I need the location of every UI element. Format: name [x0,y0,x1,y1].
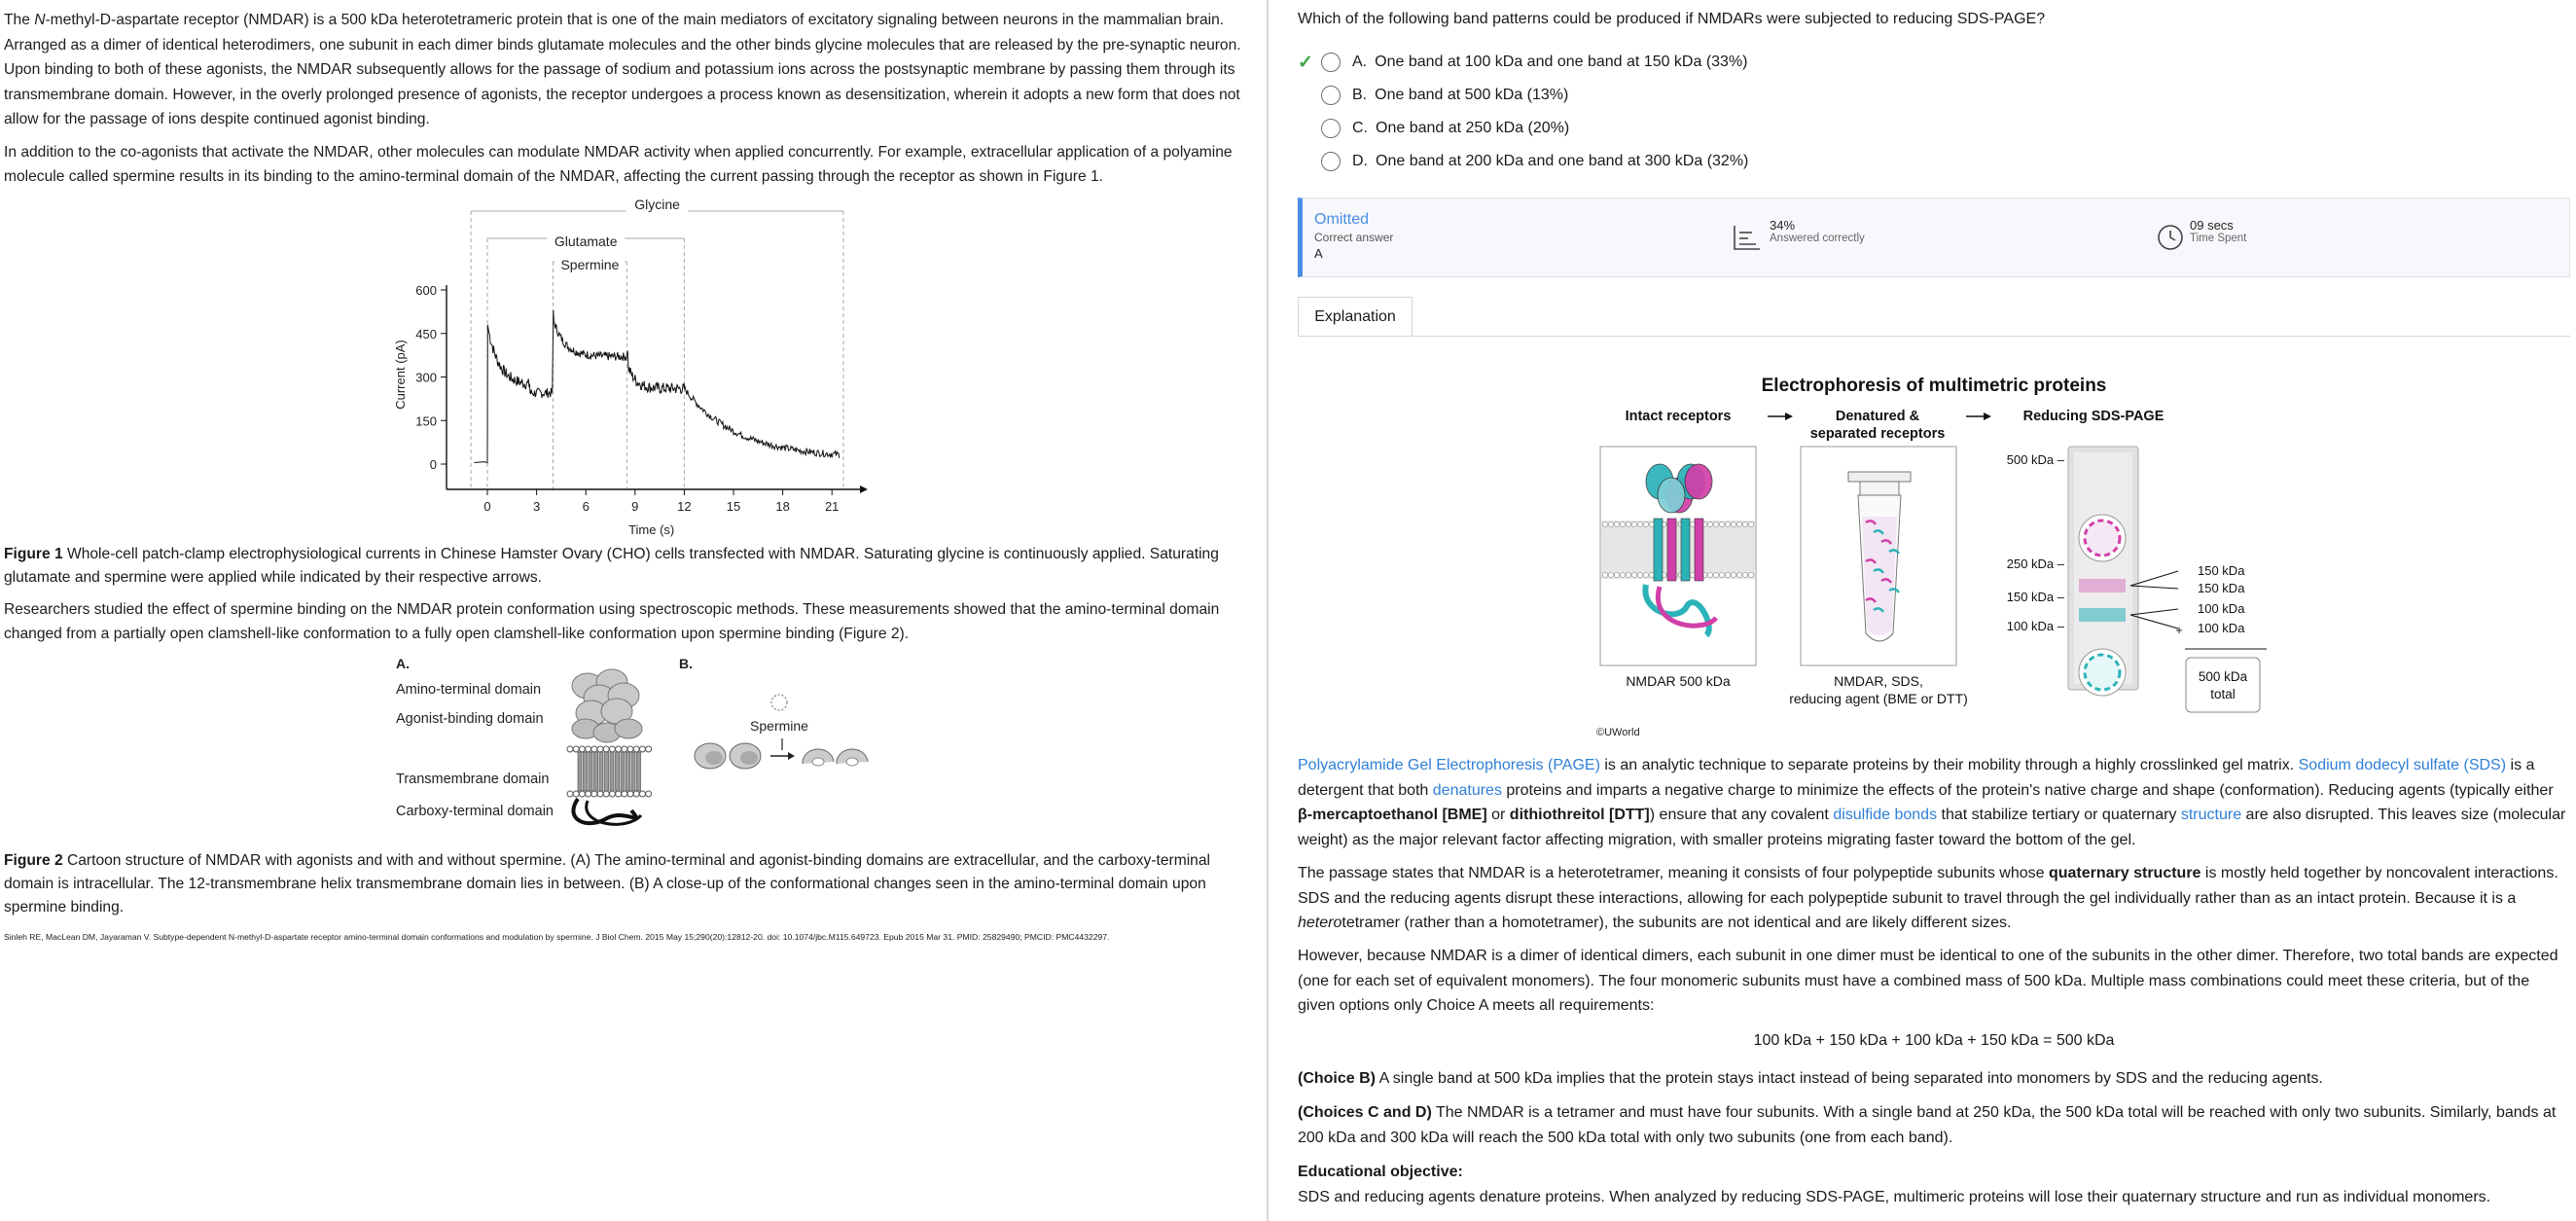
lipid-head [1608,572,1613,577]
panel-b-label: B. [679,655,693,671]
educational-objective-text: SDS and reducing agents denature proteins. When analyzed by reducing SDS-PAGE, multimeric proteins will lose their quaternary structure and run as individual monomers. [1298,1189,2491,1205]
agonist-label-glycine: Glycine [634,197,680,212]
bar-chart-icon [1733,224,1762,251]
tm-helix [599,752,603,791]
total-label: 500 kDa [2198,669,2248,684]
total-label: total [2210,687,2236,701]
nmdar-cartoon [567,669,652,824]
tube-solution [1862,517,1897,635]
zoom-150-chain [2085,521,2120,556]
lipid-head [1742,572,1747,577]
figure-1 [4,198,1267,543]
lipid-head [579,791,585,797]
lipid-head [1731,572,1735,577]
plus-sign: + [2175,623,2183,637]
x-axis-label: Time (s) [628,521,675,537]
lipid-head [1713,572,1718,577]
intact-caption: NMDAR 500 kDa [1626,673,1731,689]
choice-b[interactable] [1298,83,1568,108]
lobe [615,719,642,738]
passage-paragraph-1: The N-methyl-D-aspartate receptor (NMDAR) is a 500 kDa heterotetrameric protein that is one of the main mediators of excitatory signaling between neurons in the mammalian brain. Arranged as a dimer of identical heterodimers, one subunit in each dimer binds glutamate molecules and the other binds glycine molecules that are released by the pre-synaptic neuron. Upon binding to both of these agonists, the NMDAR subsequently allows for the passage of sodium and potassium ions across the postsynaptic membrane by passing them through its transmembrane domain. However, in the overly prolonged presence of agonists, the receptor undergoes a process known as desensitization, wherein it adopts a new form that does not allow for the passage of ions despite continued agonist binding. [4,12,1241,127]
percent-label: Answered correctly [1770,232,1865,244]
link-disulfide-bonds[interactable]: disulfide bonds [1833,807,1938,824]
time-label: Time Spent [2190,232,2247,244]
stage-denatured-label: Denatured & [1835,409,1920,424]
lipid-head [639,746,645,752]
x-axis-arrow [860,485,868,493]
gel-band-150 [2079,579,2126,593]
explanation-paragraph-1: Polyacrylamide Gel Electrophoresis (PAGE) is an analytic technique to separate proteins by their mobility through a highly crosslinked gel matrix. Sodium dodecyl sulfate (SDS) is a detergent that both denatures proteins and imparts a negative charge to minimize the effects of the protein's native charge and shape (conformation). Reducing agents (typically either β-mercaptoethanol [BME] or dithiothreitol [DTT]) ensure that any covalent disulfide bonds that stabilize tertiary or quaternary structure are also disrupted. This leaves size (molecular weight) as the major relevant factor affecting migration, with smaller proteins migrating faster toward the bottom of the gel. [1298,757,2566,848]
percent-correct-stat [1733,217,1865,251]
domain-label: Carboxy-terminal domain [396,803,554,819]
tm-helix [578,752,582,791]
domain-label: Agonist-binding domain [396,710,544,727]
choice-a-text: One band at 100 kDa and one band at 150 kDa (33%) [1375,54,1748,70]
question-pane [1298,0,2576,1221]
choice-b-explanation: (Choice B) A single band at 500 kDa implies that the protein stays intact instead of being separated into monomers by SDS and the reducing agents. [1298,1070,2323,1087]
x-tick-label: 12 [677,498,692,514]
choice-d-radio[interactable] [1321,152,1341,171]
lipid-head [627,791,633,797]
lipid-head [1719,572,1724,577]
choice-b-letter: B. [1352,87,1368,103]
lipid-head [603,791,609,797]
tm-helix [1667,519,1676,581]
lipid-head [1725,572,1730,577]
correct-check-icon: ✓ [1298,52,1313,73]
passage-paragraph-2: In addition to the co-agonists that activate the NMDAR, other molecules can modulate NMDAR activity when applied concurrently. For example, extracellular application of a polyamine molecule called spermine results in its binding to the amino-terminal domain of the NMDAR, affecting the current passing through the receptor as shown in Figure 1. [4,143,1233,185]
correct-answer-value: A [1314,246,1323,261]
domain-label: Amino-terminal domain [396,681,542,698]
closed-lobe-inner [705,751,723,765]
lipid-head [1614,572,1619,577]
choice-d[interactable] [1298,149,1748,174]
tm-helix [616,752,620,791]
lipid-head [646,791,652,797]
copyright: ©UWorld [1596,727,1640,738]
link-denatures[interactable]: denatures [1432,781,1502,799]
question-stem: Which of the following band patterns could be produced if NMDARs were subjected to reducing SDS-PAGE? [1298,11,2046,27]
link-sds[interactable]: Sodium dodecyl sulfate (SDS) [2298,757,2507,773]
lipid-head [597,746,603,752]
lipid-head [1631,572,1636,577]
lipid-head [1626,521,1630,526]
lipid-head [609,746,615,752]
tab-explanation[interactable]: Explanation [1298,297,1413,337]
y-tick-label: 450 [415,326,437,341]
choice-a-radio[interactable] [1321,53,1341,72]
tm-helix [1695,519,1703,581]
lipid-head [1637,521,1642,526]
lipid-head [1742,521,1747,526]
lipid-head [1637,572,1642,577]
lipid-head [616,791,622,797]
lipid-head [622,791,627,797]
citation: Sinleh RE, MacLean DM, Jayaraman V. Subtype-dependent N-methyl-D-aspartate receptor amino-terminal domain conformations and modulation by spermine. J Biol Chem. 2015 May 15;290(20):12812-20. doi: 10.1074/jbc.M115.649723. Epub 2015 Mar 31. PMID: 25829490; PMCID: PMC4432297. [4,931,1110,942]
denatured-caption: reducing agent (BME or DTT) [1789,691,1968,706]
lipid-head [1748,521,1753,526]
tm-helix [626,752,630,791]
choice-a-letter: A. [1352,54,1368,70]
choice-d-text: One band at 200 kDa and one band at 300 kDa (32%) [1376,153,1749,169]
x-tick-label: 3 [532,498,541,514]
lipid-head [597,791,603,797]
lipid-head [1736,521,1741,526]
lipid-head [1614,521,1619,526]
lipid-head [1707,572,1712,577]
passage-pane [0,0,1267,1221]
tube-cap [1848,472,1911,482]
lipid-head [622,746,627,752]
tm-helix [631,752,635,791]
pane-divider[interactable] [1267,0,1269,1221]
link-page[interactable]: Polyacrylamide Gel Electrophoresis (PAGE) [1298,757,1600,773]
receptor-subunit [1685,464,1712,499]
lipid-head [1748,572,1753,577]
lipid-head [586,746,591,752]
tab-underline [1298,336,2570,337]
panel-a-label: A. [396,655,410,671]
stage-intact-label: Intact receptors [1625,409,1732,424]
denatured-caption: NMDAR, SDS, [1834,673,1923,689]
x-tick-label: 18 [775,498,790,514]
lipid-head [1608,521,1613,526]
membrane-band [1601,521,1755,579]
choices-cd-explanation: (Choices C and D) The NMDAR is a tetramer and must have four subunits. With a single band at 250 kDa, the 500 kDa total will be reached with only two subunits. Similarly, bands at 200 kDa and 300 kDa will reach the 500 kDa total with only two subunits (one from each band). [1298,1104,2557,1146]
tm-helix [1681,519,1690,581]
domain-label: Transmembrane domain [396,771,550,787]
passage-paragraph-3: Researchers studied the effect of spermine binding on the NMDAR protein conformation using spectroscopic methods. These measurements showed that the amino-terminal domain changed from a partially open clamshell-like conformation to a fully open clamshell-like conformation upon spermine binding (Figure 2). [4,600,1220,642]
gel-marker: 150 kDa – [2006,590,2064,604]
lipid-head [586,791,591,797]
lipid-head [1643,572,1648,577]
mass-equation: 100 kDa + 150 kDa + 100 kDa + 150 kDa = 500 kDa [1753,1032,2115,1049]
explanation-paragraph-2: The passage states that NMDAR is a heterotetramer, meaning it consists of four polypeptide subunits whose quaternary structure is mostly held together by noncovalent interactions. SDS and the reducing agents disrupt these interactions, allowing for each polypeptide subunit to travel through the gel individually rather than as an intact protein. Because it is a heterotetramer (rather than a homotetramer), the subunits are not identical and are likely different sizes. [1298,865,2558,932]
time-value: 09 secs [2190,217,2234,233]
closed-lobe-inner [740,751,758,765]
lipid-head [1736,572,1741,577]
y-tick-label: 150 [415,413,437,428]
lipid-head [573,746,579,752]
choice-c[interactable] [1298,116,1569,141]
tube-neck [1860,482,1899,495]
tm-helix [637,752,641,791]
illustration-title: Electrophoresis of multimetric proteins [1761,376,2107,396]
open-lobe-cleft [812,758,824,766]
gel-marker: 100 kDa – [2006,619,2064,633]
lipid-head [1602,572,1607,577]
agonist-label-spermine: Spermine [560,256,620,272]
lipid-head [1725,521,1730,526]
stage-arrow-head [1785,413,1793,420]
lipid-head [1643,521,1648,526]
figure-1-caption: Figure 1 Whole-cell patch-clamp electrophysiological currents in Chinese Hamster Ovary (CHO) cells transfected with NMDAR. Saturating glycine is continuously applied. Saturating glutamate and spermine were applied while indicated by their respective arrows. [4,545,1219,586]
lipid-head [567,791,573,797]
total-box [2186,658,2260,712]
choice-c-text: One band at 250 kDa (20%) [1376,120,1570,136]
lipid-head [573,791,579,797]
choice-a[interactable] [1298,50,1748,75]
link-structure[interactable]: structure [2180,807,2242,824]
status-label: Omitted [1314,211,1370,228]
lipid-head [633,746,639,752]
educational-objective-label: Educational objective: [1298,1164,1463,1180]
x-tick-label: 21 [824,498,840,514]
lipid-head [1719,521,1724,526]
agonist-label-glutamate: Glutamate [554,233,618,249]
stage-sds-page-label: Reducing SDS-PAGE [2022,409,2165,424]
tm-helix [594,752,598,791]
percent-value: 34% [1770,217,1796,233]
lipid-head [591,791,597,797]
lipid-head [1707,521,1712,526]
tm-helix [621,752,625,791]
clock-icon [2157,224,2184,251]
spermine-molecule [771,695,787,710]
band-label: 150 kDa [2198,563,2245,578]
y-tick-label: 600 [415,282,437,298]
band-label: 150 kDa [2198,581,2245,595]
stage-denatured-label: separated receptors [1809,426,1946,442]
lipid-head [1626,572,1630,577]
choice-b-text: One band at 500 kDa (13%) [1375,87,1569,103]
explanation-paragraph-3: However, because NMDAR is a dimer of identical dimers, each subunit in one dimer must be identical to one of the subunits in the other dimer. Therefore, two total bands are expected (one for each set of equivalent monomers). The four monomeric subunits must have a combined mass of 500 kDa. Multiple mass combinations could meet these criteria, but of the given options only Choice A meets all requirements: [1298,948,2558,1015]
answer-stats-box [1298,198,2570,277]
lipid-head [1731,521,1735,526]
gel-band-100 [2079,608,2126,622]
lipid-head [616,746,622,752]
choice-d-letter: D. [1352,153,1368,169]
x-tick-label: 9 [631,498,639,514]
lipid-head [633,791,639,797]
x-tick-label: 15 [726,498,741,514]
lipid-head [579,746,585,752]
y-tick-label: 0 [429,456,437,472]
lipid-head [567,746,573,752]
tm-helix [610,752,614,791]
y-tick-label: 300 [415,370,437,384]
transition-arrow-head [788,752,795,760]
lipid-head [591,746,597,752]
answer-status [1314,211,1393,261]
lipid-head [1602,521,1607,526]
lipid-head [1620,572,1625,577]
y-axis-label: Current (pA) [393,339,408,410]
lipid-head [1631,521,1636,526]
lipid-head [603,746,609,752]
electrophoresis-illustration [1298,345,2572,744]
choice-c-radio[interactable] [1321,119,1341,138]
figure-2-cartoon [4,655,1267,849]
stage-arrow-head [1984,413,1991,420]
open-lobe-cleft [846,758,858,766]
electrophoresis-diagram [1298,345,2572,744]
gel-marker: 250 kDa – [2006,557,2064,571]
tm-helix [584,752,588,791]
x-tick-label: 0 [483,498,491,514]
tm-helix [589,752,592,791]
time-spent-stat [2157,217,2247,251]
lipid-head [1620,521,1625,526]
current-trace [475,309,840,462]
receptor-subunit [1658,478,1685,513]
zoom-100-chain [2085,655,2120,690]
lipid-head [609,791,615,797]
lipid-head [646,746,652,752]
lipid-head [627,746,633,752]
choice-b-radio[interactable] [1321,86,1341,105]
choice-c-letter: C. [1352,120,1368,136]
lipid-head [639,791,645,797]
tm-helix [1654,519,1663,581]
correct-answer-label: Correct answer [1314,231,1394,244]
figure-2-caption: Figure 2 Cartoon structure of NMDAR with agonists and with and without spermine. (A) The amino-terminal and agonist-binding domains are extracellular, and the carboxy-terminal domain is intracellular. The 12-transmembrane helix transmembrane domain lies in between. (B) A close-up of the conformational changes seen in the amino-terminal domain upon spermine binding. [4,851,1210,916]
x-tick-label: 6 [582,498,590,514]
tm-helix [605,752,609,791]
lipid-head [1713,521,1718,526]
gel-marker: 500 kDa – [2006,452,2064,467]
spermine-label: Spermine [750,717,808,734]
c-terminal-tail [573,799,636,823]
figure-2 [4,655,1267,849]
band-label: 100 kDa [2198,621,2245,635]
band-label: 100 kDa [2198,601,2245,616]
figure-1-chart [4,198,1267,543]
